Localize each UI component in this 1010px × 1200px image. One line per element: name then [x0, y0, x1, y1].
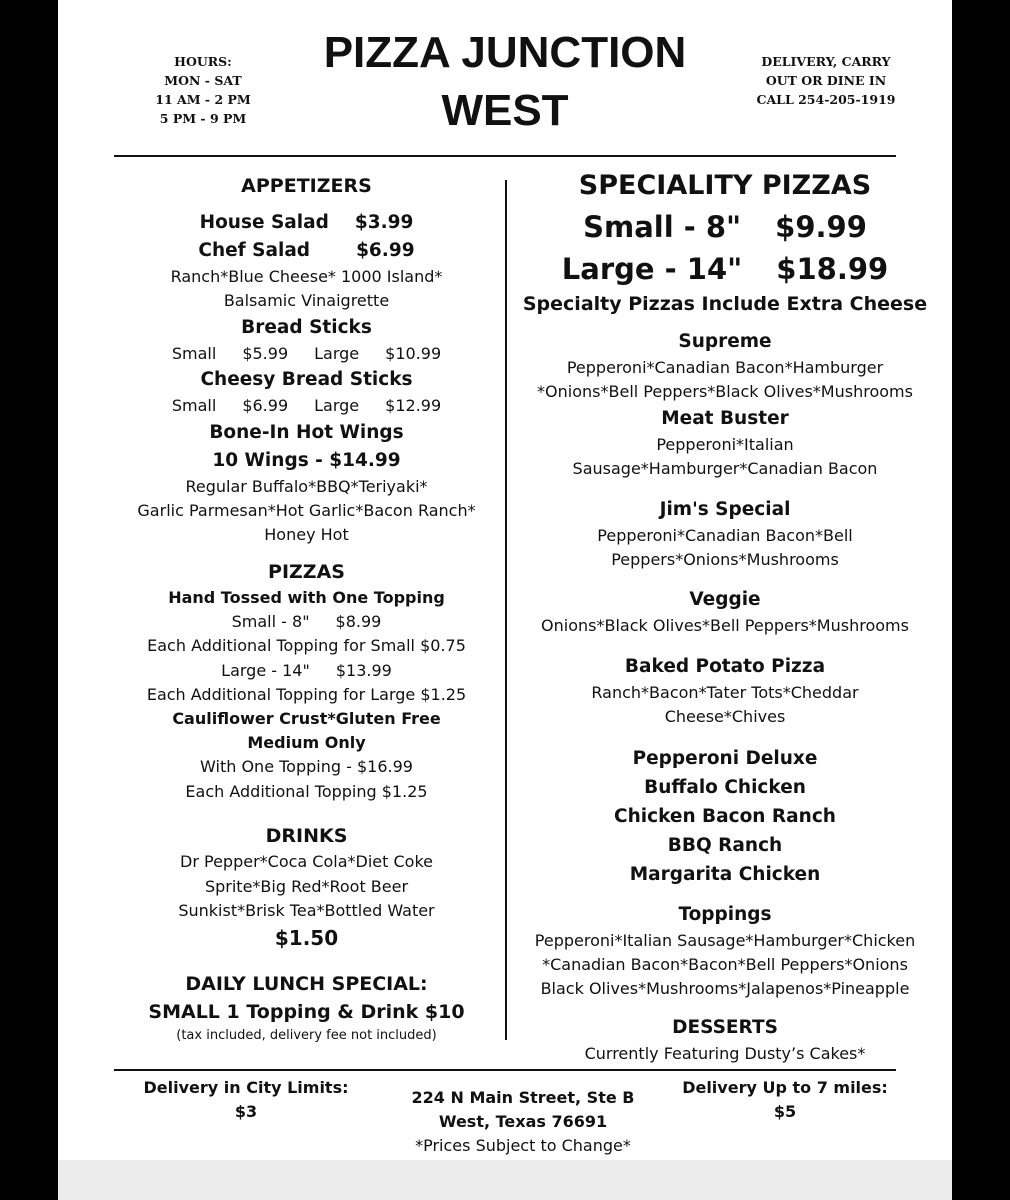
left-column [98, 171, 515, 1046]
bread-sticks-large-price: $10.99 [385, 343, 442, 363]
cheesy-large-price: $12.99 [385, 396, 442, 416]
cheesy-small-price: $6.99 [242, 396, 289, 416]
chicken-bacon-ranch: Chicken Bacon Ranch [614, 805, 836, 827]
wings-name: Bone-In Hot Wings [209, 421, 404, 443]
supreme-name: Supreme [678, 331, 772, 352]
margarita-chicken: Margarita Chicken [629, 863, 821, 885]
veggie-name: Veggie [689, 589, 761, 611]
drinks-line-2: Sprite*Big Red*Root Beer [204, 876, 409, 896]
menu-page [58, 0, 952, 1160]
speciality-small-price: $9.99 [775, 210, 867, 244]
baked-potato-line-1: Ranch*Bacon*Tater Tots*Cheddar [591, 682, 859, 702]
baked-potato-name: Baked Potato Pizza [624, 655, 826, 677]
pizza-small-extra: Each Additional Topping for Small $0.75 [147, 636, 466, 656]
bread-sticks-name: Bread Sticks [241, 316, 372, 338]
toppings-line-3: Black Olives*Mushrooms*Jalapenos*Pineapple [540, 979, 910, 999]
special-crust-topping: With One Topping - $16.99 [200, 757, 413, 777]
toppings-heading: Toppings [678, 903, 772, 925]
hours-dinner: 5 PM - 9 PM [159, 111, 247, 126]
pizza-small-label: Small - 8" [231, 611, 310, 631]
pizzas-subheading: Hand Tossed with One Topping [168, 587, 445, 607]
house-salad-price: $3.99 [354, 212, 414, 233]
right-column [518, 166, 932, 1066]
wings-flavors-3: Honey Hot [264, 525, 349, 545]
toppings-line-1: Pepperoni*Italian Sausage*Hamburger*Chicken [534, 930, 916, 950]
jims-special-name: Jim's Special [659, 498, 791, 520]
bottom-strip [58, 1160, 952, 1200]
meat-buster-line-1: Pepperoni*Italian [656, 434, 794, 454]
drinks-line-1: Dr Pepper*Coca Cola*Diet Coke [180, 852, 433, 872]
city-delivery-label: Delivery in City Limits: [143, 1078, 349, 1097]
bread-sticks-prices [98, 342, 515, 366]
speciality-small [518, 206, 932, 248]
service-block [726, 52, 926, 109]
toppings-line-2: *Canadian Bacon*Bacon*Bell Peppers*Onions [542, 955, 908, 975]
size-small-label: Small [171, 343, 217, 363]
speciality-large-label: Large - 14" [561, 252, 743, 286]
city-delivery [128, 1076, 364, 1124]
pizza-large-label: Large - 14" [221, 660, 310, 680]
hours-lunch: 11 AM - 2 PM [155, 92, 251, 107]
hours-days: MON - SAT [164, 73, 242, 88]
miles-delivery [672, 1076, 898, 1124]
cheesy-bread-sticks-prices [98, 394, 515, 418]
chef-salad-name: Chef Salad [198, 240, 311, 261]
special-crust-2: Medium Only [247, 733, 366, 753]
service-line-1: DELIVERY, CARRY [761, 54, 891, 69]
size-large-label: Large [314, 396, 360, 416]
title-line-1: PIZZA JUNCTION [323, 28, 687, 77]
drinks-line-3: Sunkist*Brisk Tea*Bottled Water [178, 901, 435, 921]
special-crust-1: Cauliflower Crust*Gluten Free [172, 709, 441, 729]
pizza-large-price: $13.99 [335, 660, 392, 680]
pizza-small-price: $8.99 [335, 611, 382, 631]
appetizers-heading: APPETIZERS [241, 175, 372, 197]
bbq-ranch: BBQ Ranch [667, 834, 783, 856]
hours-label: HOURS: [174, 54, 232, 69]
baked-potato-line-2: Cheese*Chives [664, 707, 786, 727]
speciality-large [518, 248, 932, 290]
speciality-heading: SPECIALITY PIZZAS [578, 170, 872, 201]
chef-salad-price: $6.99 [356, 240, 415, 261]
speciality-note: Specialty Pizzas Include Extra Cheese [522, 293, 928, 315]
price-disclaimer: *Prices Subject to Change* [415, 1136, 631, 1155]
meat-buster-line-2: Sausage*Hamburger*Canadian Bacon [572, 459, 878, 479]
cheesy-bread-sticks-name: Cheesy Bread Sticks [200, 369, 413, 391]
house-salad-name: House Salad [199, 212, 329, 233]
wings-deal: 10 Wings - $14.99 [212, 449, 401, 471]
desserts-heading: DESSERTS [672, 1016, 778, 1038]
pizza-large [98, 659, 515, 683]
size-large-label: Large [314, 343, 360, 363]
service-phone: CALL 254-205-1919 [756, 92, 896, 107]
desserts-line: Currently Featuring Dusty’s Cakes* [584, 1043, 866, 1063]
lunch-special-heading: DAILY LUNCH SPECIAL: [185, 972, 428, 995]
size-small-label: Small [171, 396, 217, 416]
lunch-special-note: (tax included, delivery fee not included) [176, 1027, 437, 1043]
footer-divider [114, 1069, 896, 1071]
city-delivery-price: $3 [234, 1102, 258, 1121]
pizza-small [98, 610, 515, 634]
chef-salad [98, 237, 515, 265]
hours-block [143, 52, 263, 128]
special-crust-extra: Each Additional Topping $1.25 [185, 781, 428, 801]
address-line-2: West, Texas 76691 [438, 1112, 608, 1131]
veggie-line-1: Onions*Black Olives*Bell Peppers*Mushrooms [541, 616, 909, 636]
pepperoni-deluxe: Pepperoni Deluxe [632, 747, 818, 769]
pizzas-heading: PIZZAS [268, 560, 345, 583]
service-line-2: OUT OR DINE IN [765, 73, 887, 88]
jims-special-line-2: Peppers*Onions*Mushrooms [611, 550, 839, 570]
supreme-line-2: *Onions*Bell Peppers*Black Olives*Mushrooms [537, 382, 913, 402]
miles-delivery-label: Delivery Up to 7 miles: [682, 1078, 888, 1097]
restaurant-title [290, 24, 720, 140]
miles-delivery-price: $5 [773, 1102, 797, 1121]
house-salad [98, 209, 515, 237]
dressings-line-2: Balsamic Vinaigrette [223, 291, 390, 311]
address-line-1: 224 N Main Street, Ste B [411, 1088, 635, 1107]
supreme-line-1: Pepperoni*Canadian Bacon*Hamburger [566, 358, 884, 377]
speciality-large-price: $18.99 [776, 252, 889, 286]
bread-sticks-small-price: $5.99 [242, 343, 289, 363]
speciality-small-label: Small - 8" [583, 210, 742, 244]
header-divider [114, 155, 896, 157]
drinks-heading: DRINKS [265, 825, 348, 848]
dressings-line-1: Ranch*Blue Cheese* 1000 Island* [170, 267, 443, 286]
lunch-special-offer: SMALL 1 Topping & Drink $10 [148, 1000, 465, 1023]
wings-flavors-1: Regular Buffalo*BBQ*Teriyaki* [185, 476, 428, 496]
title-line-2: WEST [441, 86, 569, 135]
jims-special-line-1: Pepperoni*Canadian Bacon*Bell [597, 525, 853, 545]
pizza-large-extra: Each Additional Topping for Large $1.25 [146, 685, 467, 705]
wings-flavors-2: Garlic Parmesan*Hot Garlic*Bacon Ranch* [137, 501, 476, 521]
meat-buster-name: Meat Buster [661, 407, 789, 429]
drinks-price: $1.50 [274, 925, 339, 950]
buffalo-chicken: Buffalo Chicken [644, 776, 806, 798]
address-block [388, 1086, 658, 1158]
